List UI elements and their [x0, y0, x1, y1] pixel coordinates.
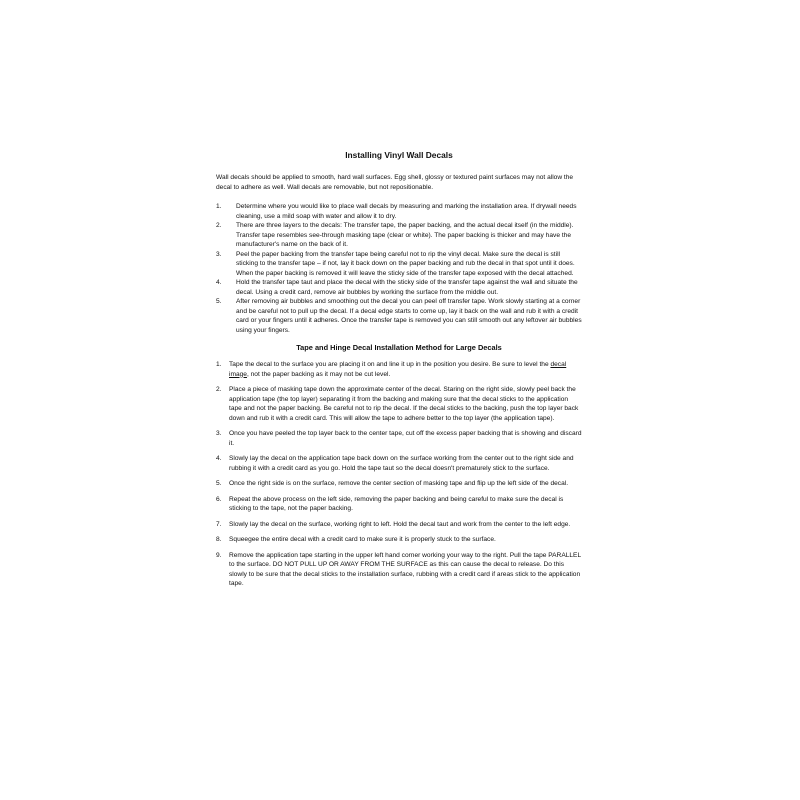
decal-image-link: decal image — [229, 361, 567, 378]
intro-paragraph: Wall decals should be applied to smooth, hard wall surfaces. Egg shell, glossy or textured paint surfaces may not allow the decal to adhere as well. Wall decals are removable, but not repositionable. — [216, 174, 574, 191]
installation-steps — [216, 202, 582, 335]
large-decal-steps — [216, 360, 582, 589]
list-item: 2. Place a piece of masking tape down the approximate center of the decal. Staring on the right side, slowly peel back the application tape (the top layer) separating it from the backing and making sure that the decal sticks to the application tape and not the paper backing. Be careful not to rip the decal. If the decal sticks to the backing, push the top layer back down and rub it with a credit card. This will allow the tape to adhere better to the top layer (the application tape). — [216, 386, 579, 422]
list-item: 1. Tape the decal to the surface you are placing it on and line it up in the position you desire. Be sure to level the decal image, not the paper backing as it may not be cut level. — [216, 361, 567, 378]
instruction-page — [216, 150, 582, 595]
list-item: 5. Once the right side is on the surface, remove the center section of masking tape and flip up the left side of the decal. — [216, 480, 569, 487]
list-item: 7. Slowly lay the decal on the surface, working right to left. Hold the decal taut and work from the center to the left edge. — [216, 520, 571, 528]
list-item: 6. Repeat the above process on the left side, removing the paper backing and being careful to make sure the decal is sticking to the tape, not the paper backing. — [216, 495, 564, 512]
list-item: 9. Remove the application tape starting in the upper left hand corner working your way to the right. Pull the tape PARALLEL to the surface. DO NOT PULL UP OR AWAY FROM THE SURFACE as this can cause the decal to release. Do this slowly to be sure that the decal sticks to the installation surface, rubbing with a credit card if areas stick to the application tape. — [216, 551, 581, 587]
list-item: 4. Hold the transfer tape taut and place the decal with the sticky side of the transfer tape against the wall and situate the decal. Using a credit card, remove air bubbles by working the surface from the middle out. — [216, 279, 578, 296]
list-item: 3. Peel the paper backing from the transfer tape being careful not to rip the vinyl decal. Make sure the decal is still sticking to the transfer tape – if not, lay it back down on the paper backing and rub the decal in that spot until it does. When the paper backing is removed it will leave the sticky side of the transfer tape exposed with the decal attached. — [216, 250, 575, 277]
page-title: Installing Vinyl Wall Decals — [345, 150, 453, 160]
list-item: 8. Squeegee the entire decal with a credit card to make sure it is properly stuck to the surface. — [216, 536, 496, 543]
section-heading: Tape and Hinge Decal Installation Method for Large Decals — [296, 343, 502, 352]
list-item: 3. Once you have peeled the top layer back to the center tape, cut off the excess paper backing that is showing and discard it. — [216, 430, 582, 447]
list-item: 2. There are three layers to the decals: The transfer tape, the paper backing, and the actual decal itself (in the middle). Transfer tape resembles see-through masking tape (clear or white). The paper backing is thicker and may have the manufacturer's name on the back of it. — [216, 222, 574, 248]
list-item: 1. Determine where you would like to place wall decals by measuring and marking the installation area. If drywall needs cleaning, use a mild soap with water and allow it to dry. — [216, 203, 577, 220]
list-item: 4. Slowly lay the decal on the application tape back down on the surface working from the center out to the right side and rubbing it with a credit card as you go. Hold the tape taut so the decal doesn't prematurely stick to the surface. — [216, 455, 574, 472]
list-item: 5. After removing air bubbles and smoothing out the decal you can peel off transfer tape. Work slowly starting at a corner and be careful not to pull up the decal. If a decal edge starts to come up, lay it back on the wall and rub it with a credit card or your fingers until it adheres. Once the transfer tape is removed you can still smooth out any leftover air bubbles using your fingers. — [216, 298, 582, 334]
